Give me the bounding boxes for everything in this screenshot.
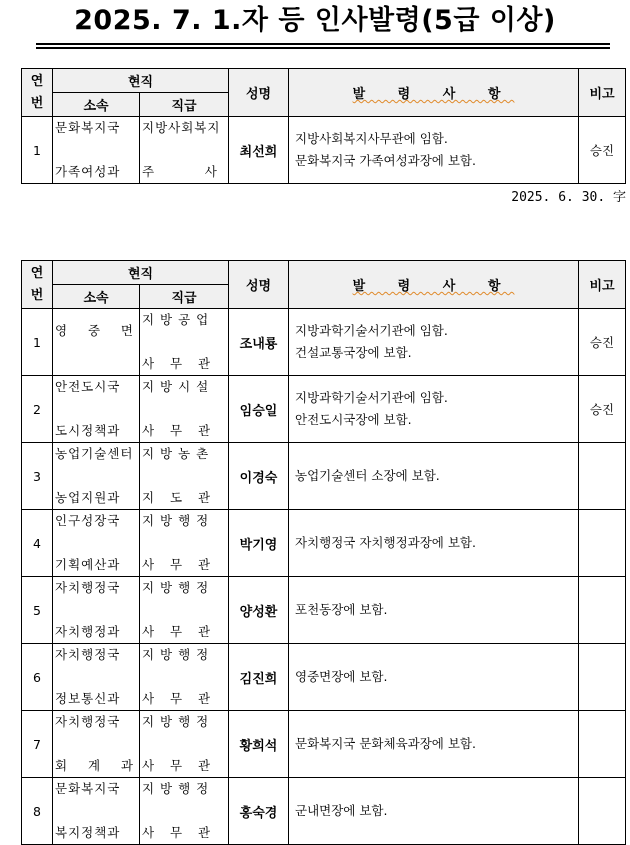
header-current: 현직 xyxy=(53,69,229,93)
table-row xyxy=(22,376,626,443)
dept-cell: 자치행정국 자치행정과 xyxy=(53,577,140,644)
table-row xyxy=(22,577,626,644)
title-underline-2 xyxy=(36,47,610,49)
dept-cell: 농업기술센터 농업지원과 xyxy=(53,443,140,510)
order-cell: 포천동장에 보함. xyxy=(289,577,579,644)
order-cell: 농업기술센터 소장에 보함. xyxy=(289,443,579,510)
dept-cell: 안전도시국 도시정책과 xyxy=(53,376,140,443)
person-name: 조내룡 xyxy=(229,309,289,376)
header-rank: 직급 xyxy=(140,285,229,309)
rank-cell: 지 방 시 설 사 무 관 xyxy=(140,376,229,443)
note-cell xyxy=(579,443,626,510)
header-no: 연 번 xyxy=(22,261,53,309)
note-cell: 승진 xyxy=(579,117,626,184)
header-name: 성명 xyxy=(229,261,289,309)
page-title: 2025. 7. 1.자 등 인사발령(5급 이상) xyxy=(74,5,556,36)
person-name: 박기영 xyxy=(229,510,289,577)
row-number: 4 xyxy=(22,510,53,577)
note-cell xyxy=(579,711,626,778)
header-note: 비고 xyxy=(579,69,626,117)
person-name: 김진희 xyxy=(229,644,289,711)
order-cell: 지방과학기술서기관에 임함. 건설교통국장에 보함. xyxy=(289,309,579,376)
note-cell xyxy=(579,577,626,644)
row-number: 3 xyxy=(22,443,53,510)
header-order: 발 령 사 항 xyxy=(289,261,579,309)
row-number: 1 xyxy=(22,309,53,376)
header-rank: 직급 xyxy=(140,93,229,117)
order-cell: 자치행정국 자치행정과장에 보함. xyxy=(289,510,579,577)
header-dept: 소속 xyxy=(53,93,140,117)
appointment-table-2 xyxy=(21,260,626,845)
announcement-date: 2025. 6. 30. 字 xyxy=(511,190,626,205)
order-cell: 지방사회복지사무관에 임함. 문화복지국 가족여성과장에 보함. xyxy=(289,117,579,184)
dept-cell: 인구성장국 기획예산과 xyxy=(53,510,140,577)
rank-cell: 지 방 농 촌 지 도 관 xyxy=(140,443,229,510)
rank-cell: 지 방 행 정 사 무 관 xyxy=(140,644,229,711)
order-cell: 군내면장에 보함. xyxy=(289,778,579,845)
header-no: 연 번 xyxy=(22,69,53,117)
dept-cell: 문화복지국 복지정책과 xyxy=(53,778,140,845)
note-cell xyxy=(579,510,626,577)
row-number: 6 xyxy=(22,644,53,711)
person-name: 임승일 xyxy=(229,376,289,443)
header-order: 발 령 사 항 xyxy=(289,69,579,117)
dept-cell: 자치행정국 정보통신과 xyxy=(53,644,140,711)
person-name: 홍숙경 xyxy=(229,778,289,845)
rank-cell: 지 방 행 정 사 무 관 xyxy=(140,778,229,845)
table-row xyxy=(22,644,626,711)
note-cell: 승진 xyxy=(579,376,626,443)
table-row xyxy=(22,443,626,510)
table-row xyxy=(22,510,626,577)
note-cell: 승진 xyxy=(579,309,626,376)
rank-cell: 지 방 공 업 사 무 관 xyxy=(140,309,229,376)
order-cell: 문화복지국 문화체육과장에 보함. xyxy=(289,711,579,778)
title-underline xyxy=(36,43,610,45)
dept-cell: 문화복지국 가족여성과 xyxy=(53,117,140,184)
appointment-table-1 xyxy=(21,68,626,184)
header-name: 성명 xyxy=(229,69,289,117)
order-cell: 영중면장에 보함. xyxy=(289,644,579,711)
table-row xyxy=(22,309,626,376)
rank-cell: 지 방 행 정 사 무 관 xyxy=(140,577,229,644)
table-row xyxy=(22,711,626,778)
rank-cell: 지 방 행 정 사 무 관 xyxy=(140,510,229,577)
person-name: 황희석 xyxy=(229,711,289,778)
order-cell: 지방과학기술서기관에 임함. 안전도시국장에 보함. xyxy=(289,376,579,443)
rank-cell: 지 방 행 정 사 무 관 xyxy=(140,711,229,778)
person-name: 이경숙 xyxy=(229,443,289,510)
dept-cell: 영 중 면 xyxy=(53,309,140,376)
header-dept: 소속 xyxy=(53,285,140,309)
rank-cell: 지방사회복지 주 사 xyxy=(140,117,229,184)
header-current: 현직 xyxy=(53,261,229,285)
note-cell xyxy=(579,778,626,845)
row-number: 2 xyxy=(22,376,53,443)
person-name: 최선희 xyxy=(229,117,289,184)
row-number: 7 xyxy=(22,711,53,778)
note-cell xyxy=(579,644,626,711)
header-note: 비고 xyxy=(579,261,626,309)
table-row xyxy=(22,778,626,845)
table-row xyxy=(22,117,626,184)
row-number: 5 xyxy=(22,577,53,644)
row-number: 1 xyxy=(22,117,53,184)
row-number: 8 xyxy=(22,778,53,845)
dept-cell: 자치행정국 회 계 과 xyxy=(53,711,140,778)
person-name: 양성환 xyxy=(229,577,289,644)
